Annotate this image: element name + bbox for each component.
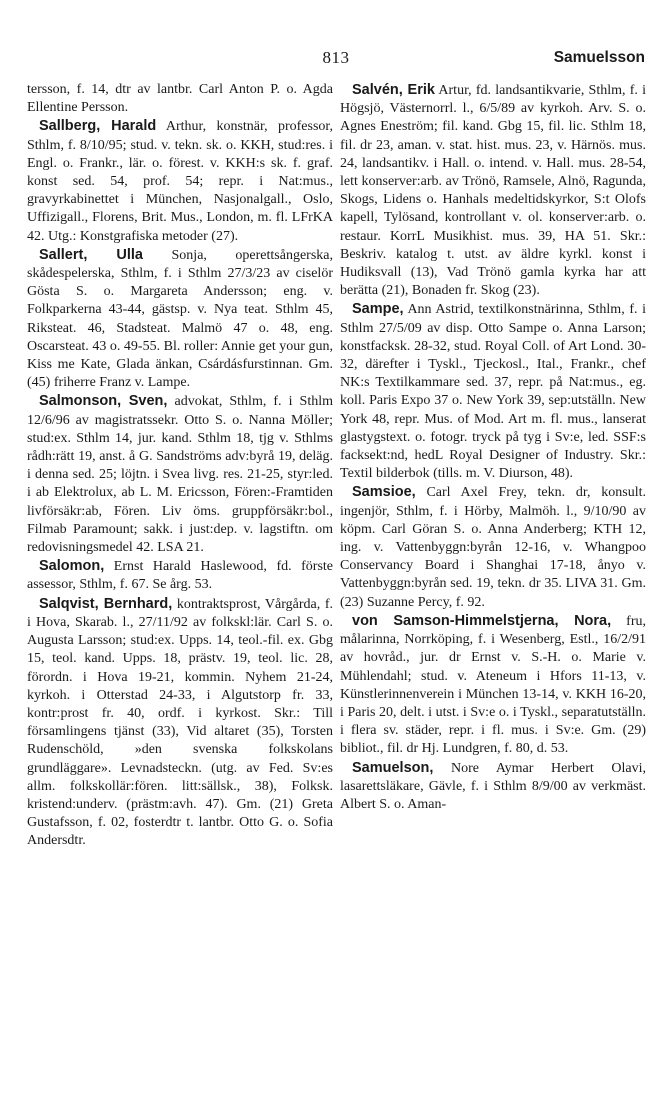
entry-name: Salvén, Erik [352,82,435,98]
entry-text: Sonja, operettsångerska, skådespelerska, Sthlm, f. i Sthlm 27/3/23 av ciselör Gösta S. o. Margareta Andersson; eng. v. Folkparkerna 43-44, gästsp. v. Nya teat. Sthlm 45, Riksteat. 46, Stadsteat. Malmö 47 o. 48, eng. Oscarsteat. 43 o. 49-55. Bl. roller: Annie get your gun, Kiss me Kate, Glada änkan, Csárdásfurstinnan. Gm. (45) friherre Franz v. Lampe. [27,247,333,391]
entry-name: Samuelson, [352,759,434,776]
biography-entry [27,557,333,594]
page-number: 813 [322,48,350,67]
left-column [27,81,333,851]
entry-name: Salmonson, Sven, [39,393,168,410]
entry-text: Carl Axel Frey, tekn. dr, konsult. ingenjör, Sthlm, f. i Hörby, Malmöh. l., 9/10/90 av köpm. Carl Göran S. o. Anna Anderberg; KTH 12, ing. v. Vattenbyggn:byrån 12-16, v. Whangpoo Conservancy Board i Shanghai 17-18, ånyo v. Vattenbyggn:byrån sed. 19, tekn. dr 35. LIVA 31. Gm. (23) Suzanne Percy, f. 92. [340,485,646,610]
biography-entry [27,117,333,245]
entry-text: advokat, Sthlm, f. i Sthlm 12/6/96 av magistratssekr. Otto S. o. Nanna Möller; stud:ex. Sthlm 14, jur. kand. Sthlm 18, tjg v. Sthlms rådh:rätt 19, anst. å G. Sandströms adv:byrå 19, deläg. i denna sed. 25; löjtn. i Svea livg. res. 21-25, styr:led. i ab Elektrolux, ab L. M. Ericsson, Fören:-Framtiden livförsäkr:ab, Fören. Liv öms. gruppförsäkr:bol., Filmab Paramount; sakk. i just:dep. v. lagstiftn. om redovisningsmedel 42. LSA 21. [27,394,333,556]
biography-entry [340,81,646,300]
biography-entry [27,595,333,851]
right-column [340,81,646,814]
page-header [0,48,672,72]
biography-entry [340,612,646,759]
running-head: Samuelsson [553,49,645,66]
entry-name: Sampe, [352,301,404,318]
entry-name: Sallert, Ulla [39,246,143,263]
entry-name: Samsioe, [352,484,416,501]
biography-entry [27,392,333,557]
entry-text: Ann Astrid, textilkonstnärinna, Sthlm, f. i Sthlm 27/5/09 av disp. Otto Sampe o. Anna Larson; konstfacksk. 28-32, stud. Royal Coll. of Art Lond. 30-32, därefter i Tyskl., Tjeckosl., Ital., Frankr., chef NK:s Textilkammare sed. 37, repr. på Nat:mus., eg. koll. Paris Expo 37 o. New York 39, sep:utställn. New York 48, repr. Mus. of Mod. Art m. fl. mus., lanserat glastygstext. o. fotogr. tryck på tyg i Sv:e, led. SSF:s facksekt:nd, hedL Royal Designer of Industry. Skr.: Textil bilderbok (tills. m. V. Diurson, 48). [340,302,646,482]
entry-name: Salqvist, Bernhard, [39,595,173,612]
biography-entry [27,246,333,393]
biography-entry [340,300,646,483]
entry-text: Nore Aymar Herbert Olavi, lasarettsläkare, Gävle, f. i Sthlm 8/9/00 av verkmäst. Albert S. o. Aman- [340,760,646,812]
biography-entry [340,759,646,815]
entry-text: Artur, fd. landsantikvarie, Sthlm, f. i Högsjö, Västernorrl. l., 6/5/89 av kyrkoh. Arv. S. o. Agnes Eneström; fil. kand. Gbg 15, fil. lic. Sthlm 18, fil. dr 23, aman. v. stat. hist. mus. 23, v. Härnös. mus. 24, landsantikv. i Hall. o. intend. v. Hall. mus. 28-54, lett konserver:arb. av Trönö, Ramsele, Alnö, Ragunda, Skogs, Lidens o. Hanhals medeltidskyrkor, S:t Olofs kapell, Tylösand, kontrollant v. ol. konserver:arb. o. restaur. KorrL Musikhist. mus. 39, HA 51. Skr.: Beskriv. katalog t. utst. av äldre kyrkl. konst i Hudiksvall (13), Vad Trönö gamla kyrka har att berätta (21), Bonaden fr. Skog (23). [340,83,647,299]
entry-name: von Samson-Himmelstjerna, Nora, [352,612,612,629]
entry-text: Ernst Harald Haslewood, fd. förste assessor, Sthlm, f. 67. Se årg. 53. [27,559,333,593]
entry-name: Salomon, [39,558,105,575]
entry-name: Sallberg, Harald [39,118,157,135]
entry-text: Arthur, konstnär, professor, Sthlm, f. 8/10/95; stud. v. tekn. sk. o. KKH, stud:res. i Engl. o. Frankr., lär. o. förest. v. KKH:s sk. f. graf. konst sed. 54, prof. 54; repr. i Nat:mus., gravyrkabinettet i München, Nasjonalgall., Oslo, Uffizigall., Florens, Brit. Mus., London, m. fl. LFrKA 42. Utg.: Konstgrafiska metoder (27). [27,119,334,244]
biography-entry [27,81,333,117]
entry-text: tersson, f. 14, dtr av lantbr. Carl Anton P. o. Agda Ellentine Persson. [27,82,333,116]
biography-entry [340,483,646,611]
entry-text: fru, målarinna, Norrköping, f. i Wesenberg, Estl., 16/2/91 av hovråd., jur. dr Ernst v. S.-H. o. Marie v. Mühlendahl; stud. v. Ateneum i Hfors 11-13, v. Künstlerinnenverein i München 13-14, v. KKH 16-20, i Paris 20, delt. i utst. i Sv:e o. i Tyskl., separatutställn. i flera sv. städer, repr. i fl. mus. i Sv:e. Gm. (29) bibliot., fil. dr Hj. Lundgren, f. 80, d. 53. [340,613,647,757]
entry-text: kontraktsprost, Vårgårda, f. i Hova, Skarab. l., 27/11/92 av folkskl:lär. Carl S. o. Augusta Larsson; stud:ex. Upps. 14, teol.-fil. ex. Gbg 15, teol. kand. Upps. 18, prästv. 19, teol. lic. 28, förordn. i Hova 19-21, kommin. Nyhem 21-24, kyrkoh. i Otterstad 24-33, i Algutstorp fr. 33, kontr:prost fr. 40, ordf. i kyrkost. Skr.: Till församlingens tjänst (33), Vid altaret (35), Torsten Rudenschöld, »den svenska folkskolans grundläggare». Levnadsteckn. (utg. av Fed. Sv:es allm. folkskollär:fören. litt:sällsk., 38), Folksk. kristend:underv. (prästm:avh. 47). Gm. (21) Greta Gustafsson, f. 02, fosterdtr t. lantbr. Otto G. o. Sofia Andersdtr. [27,596,333,849]
